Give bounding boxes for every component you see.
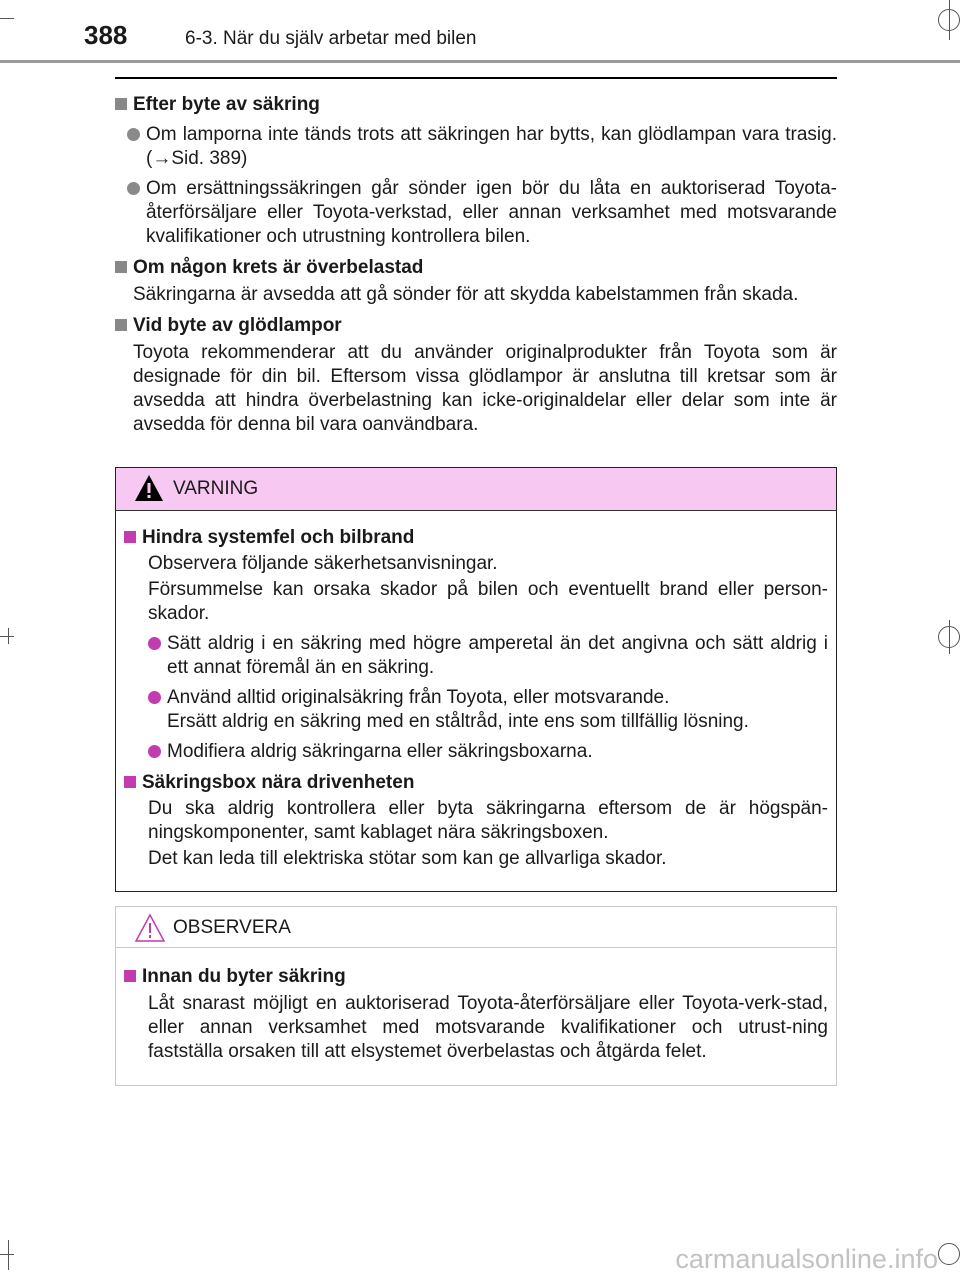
list-item xyxy=(124,686,828,734)
round-bullet-icon xyxy=(148,745,161,758)
notice-box xyxy=(115,906,837,1086)
crop-mark xyxy=(938,626,960,648)
heading-systemfel: Hindra systemfel och bilbrand xyxy=(124,525,828,550)
content-top-rule xyxy=(115,77,837,79)
notice-header xyxy=(116,907,836,948)
heading-sakringsbox: Säkringsbox nära drivenheten xyxy=(124,770,828,795)
crop-mark xyxy=(938,1243,960,1265)
square-bullet-icon xyxy=(124,531,136,543)
section-title: 6-3. När du själv arbetar med bilen xyxy=(185,28,477,49)
crop-mark xyxy=(938,9,960,31)
paragraph: Låt snarast möjligt en auktoriserad Toyota-återförsäljare eller Toyota-verk-stad, eller annan verksamhet med motsvarande kvalifikationer och utrust-ning fastställa orsaken till att elsystemet överbelastas och åtgärda felet. xyxy=(148,993,828,1062)
round-bullet-icon xyxy=(148,691,161,704)
notice-label: OBSERVERA xyxy=(173,917,291,938)
square-bullet-icon xyxy=(124,776,136,788)
paragraph: Det kan leda till elektriska stötar som kan ge allvarliga skador. xyxy=(148,848,667,869)
square-bullet-icon xyxy=(115,319,127,331)
main-content xyxy=(115,88,837,443)
list-item: Sätt aldrig i en säkring med högre amperetal än det angivna och sätt aldrig i ett annat föremål än en säkring. xyxy=(124,632,828,680)
crop-mark xyxy=(0,1254,14,1255)
heading-efter-byte: Efter byte av säkring xyxy=(115,92,837,117)
list-item: Modifiera aldrig säkringarna eller säkringsboxarna. xyxy=(124,740,828,764)
list-item: Om lamporna inte tänds trots att säkringen har bytts, kan glödlampan vara trasig. (→Sid. 389) xyxy=(115,123,837,171)
paragraph: Observera följande säkerhetsanvisningar. xyxy=(148,553,498,574)
square-bullet-icon xyxy=(115,261,127,273)
square-bullet-icon xyxy=(115,98,127,110)
crop-mark xyxy=(8,1240,9,1270)
warning-body xyxy=(116,511,836,871)
header-rule xyxy=(0,60,960,63)
crop-mark xyxy=(8,628,9,644)
crop-mark xyxy=(0,18,14,19)
round-bullet-icon xyxy=(148,637,161,650)
heading-overbelastad: Om någon krets är överbelastad xyxy=(115,255,837,280)
warning-box xyxy=(115,467,837,892)
square-bullet-icon xyxy=(124,970,136,982)
heading-innan-byte: Innan du byter säkring xyxy=(124,964,828,989)
page-number: 388 xyxy=(84,20,128,50)
bullet-line: Ersätt aldrig en säkring med en ståltråd, inte ens som tillfällig lösning. xyxy=(167,711,749,732)
warning-header xyxy=(116,468,836,511)
paragraph: Toyota rekommenderar att du använder originalprodukter från Toyota som är designade för din bil. Eftersom vissa glödlampor är anslutna till kretsar som är avsedda att hindra överbelastning kan icke-originaldelar eller delar som inte är avsedda för denna bil vara oanvändbara. xyxy=(133,342,837,435)
round-bullet-icon xyxy=(127,182,140,195)
paragraph: Du ska aldrig kontrollera eller byta säkringarna eftersom de är högspän-ningskomponenter, samt kablaget nära säkringsboxen. xyxy=(148,798,828,843)
round-bullet-icon xyxy=(127,128,140,141)
caution-triangle-icon xyxy=(134,913,166,943)
warning-triangle-icon xyxy=(134,474,164,502)
bullet-line: Använd alltid originalsäkring från Toyota, eller motsvarande. xyxy=(167,687,670,708)
list-item: Om ersättningssäkringen går sönder igen bör du låta en auktoriserad Toyota-återförsäljare eller Toyota-verkstad, eller annan verksamhet med motsvarande kvalifikationer och utrustning kontrollera bilen. xyxy=(115,177,837,249)
watermark: carmanualsonline.info xyxy=(675,1244,938,1274)
notice-body xyxy=(116,948,836,1064)
paragraph: Försummelse kan orsaka skador på bilen och eventuellt brand eller person-skador. xyxy=(148,579,828,624)
paragraph: Säkringarna är avsedda att gå sönder för att skydda kabelstammen från skada. xyxy=(133,284,799,305)
heading-glodlampor: Vid byte av glödlampor xyxy=(115,313,837,338)
warning-label: VARNING xyxy=(173,478,259,499)
crop-mark xyxy=(0,636,14,637)
